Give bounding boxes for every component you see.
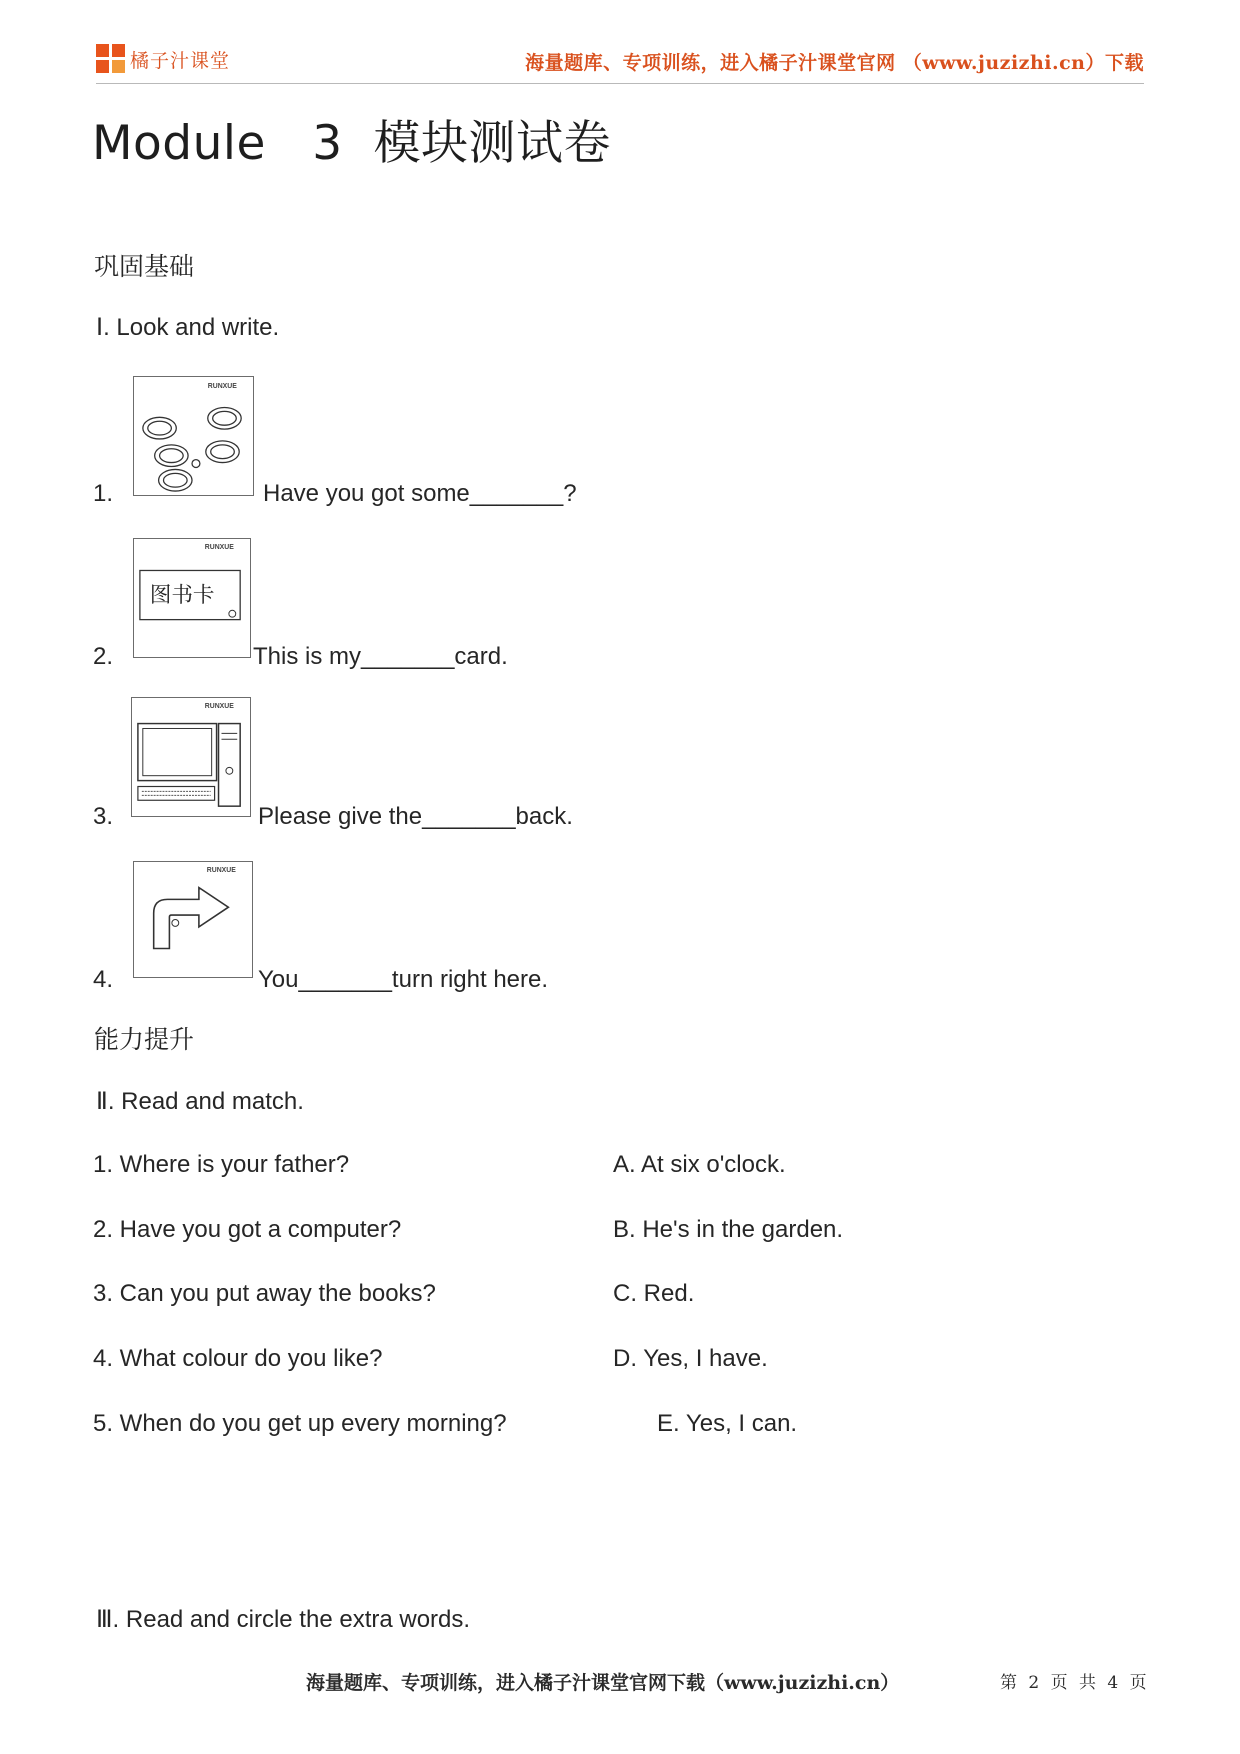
library-card-icon (134, 539, 250, 657)
item-2-text: This is my_______card. (253, 643, 508, 670)
svg-text:RUNXUE: RUNXUE (206, 866, 236, 874)
page-number: 第 2 页 共 4 页 (1000, 1673, 1147, 1693)
svg-text:图书卡: 图书卡 (149, 582, 215, 608)
library-card-picture (133, 538, 251, 658)
match-question-1: 1. Where is your father? (93, 1151, 350, 1178)
match-question-3: 3. Can you put away the books? (93, 1280, 436, 1307)
section-heading-improve: 能力提升 (94, 1025, 195, 1054)
part-3-label: Ⅲ. Read and circle the extra words. (96, 1606, 471, 1633)
match-answer-d: D. Yes, I have. (613, 1345, 768, 1372)
coins-picture (133, 376, 254, 496)
match-answer-e: E. Yes, I can. (657, 1410, 798, 1437)
match-answer-b: B. He's in the garden. (613, 1216, 844, 1243)
part-2-label: Ⅱ. Read and match. (96, 1088, 304, 1115)
header-divider (96, 83, 1144, 84)
item-3-number: 3. (93, 803, 114, 830)
footer-slogan[interactable]: 海量题库、专项训练，进入橘子汁课堂官网下载（www.juzizhi.cn） (306, 1672, 900, 1694)
section-heading-basics: 巩固基础 (94, 252, 195, 281)
brand-name: 橘子汁课堂 (130, 50, 231, 72)
computer-picture (131, 697, 251, 817)
item-2-number: 2. (93, 643, 114, 670)
item-1-number: 1. (93, 480, 114, 507)
match-answer-c: C. Red. (613, 1280, 695, 1307)
computer-icon (132, 698, 250, 816)
item-3-text: Please give the_______back. (258, 803, 573, 830)
turn-right-arrow-icon (134, 862, 252, 977)
part-1-label: Ⅰ. Look and write. (96, 314, 280, 341)
svg-text:RUNXUE: RUNXUE (204, 702, 234, 710)
brand-logo-icon (96, 44, 126, 74)
header-slogan[interactable]: 海量题库、专项训练，进入橘子汁课堂官网 （www.juzizhi.cn）下载 (525, 52, 1144, 74)
item-4-number: 4. (93, 966, 114, 993)
svg-text:RUNXUE: RUNXUE (204, 543, 234, 551)
turn-right-picture (133, 861, 253, 978)
match-question-5: 5. When do you get up every morning? (93, 1410, 507, 1437)
item-4-text: You_______turn right here. (258, 966, 549, 993)
page-title: Module 3 模块测试卷 (92, 116, 612, 171)
match-answer-a: A. At six o'clock. (613, 1151, 786, 1178)
match-question-2: 2. Have you got a computer? (93, 1216, 402, 1243)
svg-text:RUNXUE: RUNXUE (207, 382, 237, 390)
match-question-4: 4. What colour do you like? (93, 1345, 383, 1372)
coins-icon (134, 377, 253, 495)
item-1-text: Have you got some_______? (263, 480, 577, 507)
